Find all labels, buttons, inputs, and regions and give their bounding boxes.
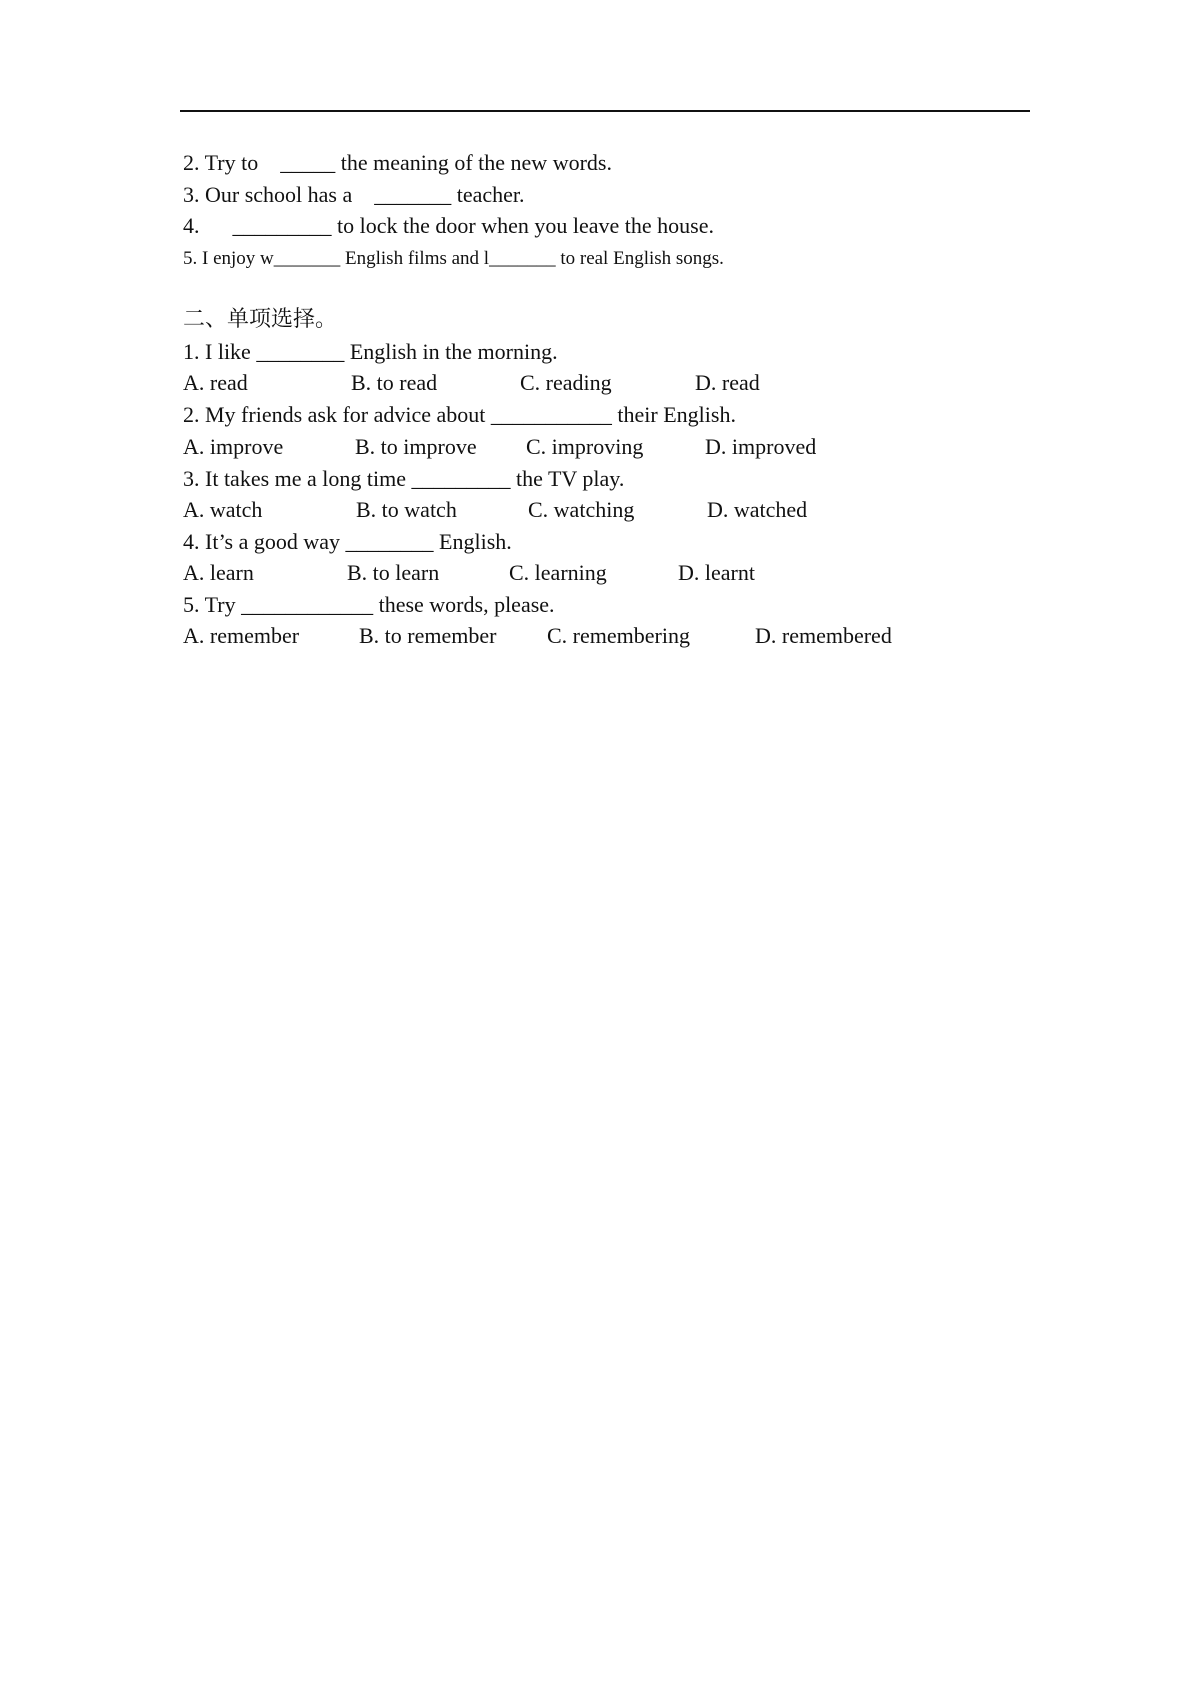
option-row	[183, 623, 1003, 649]
question-stem: 3. It takes me a long time _________ the TV play.	[183, 466, 625, 491]
option-c: C. remembering	[547, 623, 690, 648]
option-a: A. read	[183, 370, 248, 395]
option-a: A. watch	[183, 497, 263, 522]
fill-in-item-5: 5. I enjoy w_______ English films and l_______ to real English songs.	[183, 248, 724, 269]
option-b: B. to watch	[356, 497, 457, 522]
fill-in-item-3: 3. Our school has a _______ teacher.	[183, 182, 525, 207]
option-c: C. watching	[528, 497, 635, 522]
option-b: B. to remember	[359, 623, 497, 648]
option-c: C. improving	[526, 434, 644, 459]
fill-in-item-2: 2. Try to _____ the meaning of the new words.	[183, 150, 612, 175]
option-b: B. to improve	[355, 434, 477, 459]
header-rule	[180, 110, 1030, 112]
option-b: B. to read	[351, 370, 438, 395]
option-d: D. watched	[707, 497, 808, 522]
question-stem: 2. My friends ask for advice about ___________ their English.	[183, 402, 736, 427]
option-b: B. to learn	[347, 560, 440, 585]
section-heading: 二、单项选择。	[183, 306, 338, 331]
option-c: C. learning	[509, 560, 607, 585]
option-d: D. improved	[705, 434, 817, 459]
question-stem: 4. It’s a good way ________ English.	[183, 529, 512, 554]
question-stem: 1. I like ________ English in the morning.	[183, 339, 558, 364]
option-a: A. remember	[183, 623, 300, 648]
option-row	[183, 560, 1003, 586]
option-a: A. learn	[183, 560, 254, 585]
question-stem: 5. Try ____________ these words, please.	[183, 592, 555, 617]
option-d: D. learnt	[678, 560, 755, 585]
fill-in-item-4: 4. _________ to lock the door when you leave the house.	[183, 213, 714, 238]
option-d: D. remembered	[755, 623, 892, 648]
option-a: A. improve	[183, 434, 284, 459]
option-row	[183, 434, 1003, 460]
option-c: C. reading	[520, 370, 612, 395]
option-row	[183, 497, 1003, 523]
option-d: D. read	[695, 370, 760, 395]
option-row	[183, 370, 1003, 396]
